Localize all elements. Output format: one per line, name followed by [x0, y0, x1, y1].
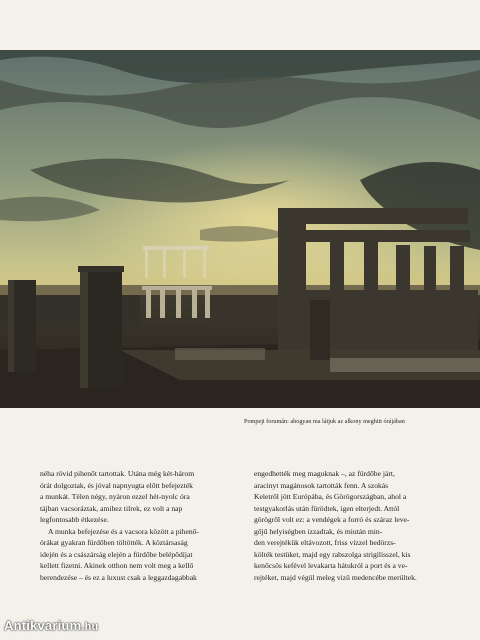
forum-ruins-image [0, 50, 480, 408]
site-watermark [4, 618, 98, 633]
text-line: aracinyt magánosok tartották fenn. A szokás [254, 480, 389, 490]
photo-caption: Pompeji forumán: ahogyan ma látjuk az alkony meghitt órájában [244, 418, 405, 425]
text-line: rejtéket, majd végül meleg vizű medencébe merültek. [254, 572, 417, 582]
text-line: görögről volt ez: a vendégek a forró és száraz leve- [254, 515, 410, 524]
text-line: Keletről jött Európába, és Görögországban, ahol a [254, 492, 407, 501]
text-line: kellett fizetni. Akinek otthon nem volt meg a kellő [40, 561, 194, 570]
watermark-name: Antikvarium [4, 618, 82, 633]
text-column-left [40, 468, 238, 583]
text-line: legfontosabb étkezése. [40, 515, 109, 524]
text-column-right [254, 468, 454, 583]
text-line: órákat gyakran fürdőben töltötték. A köztársaság [40, 538, 188, 547]
text-line: gőjű helyiségben izzadtak, és miután min- [254, 526, 383, 536]
text-line: testgyakorlás után fürödtek, igen elterjedt. Attól [254, 503, 400, 513]
text-line: néha rövid pihenőt tartottak. Utána még két-három [40, 469, 195, 478]
text-line: órát dolgoztak, és jóval napnyugta előtt befejezték [40, 480, 193, 490]
text-line: költék testüket, majd egy rabszolga strigilisszel, kis [254, 549, 411, 559]
text-line: kenőcsös kefével levakarta hátukról a port és a ve- [254, 561, 408, 570]
text-line: tájban vacsoráztak, amihez tilrek, ez volt a nap [40, 503, 183, 513]
text-line: engedhették meg maguknak –, az fürdőbe járt, [254, 469, 395, 478]
text-line: A munka befejezése és a vacsora között a pihenő- [48, 526, 199, 536]
text-line: idején és a császárság elején a fürdőbe belépődíjat [40, 549, 193, 559]
text-line: den verejtékük eltávozott, friss vízzel bedörzs- [254, 538, 396, 547]
pompeii-forum-photo [0, 50, 480, 408]
watermark-tld: .hu [81, 621, 99, 633]
text-line: a munkát. Télen négy, nyáron ezzel hét-nyolc óra [40, 492, 190, 501]
text-line: berendezése – és ez a luxust csak a leggazdagabbak [40, 572, 197, 582]
